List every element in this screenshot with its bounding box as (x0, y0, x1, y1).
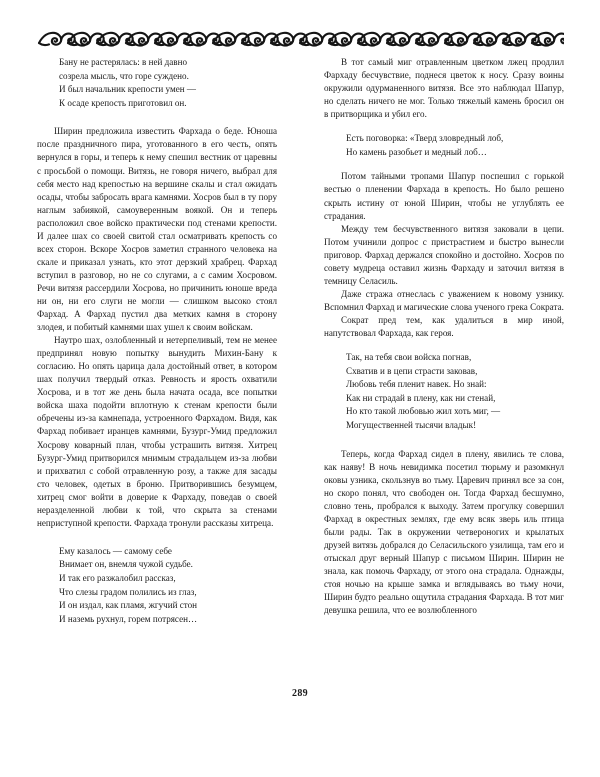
verse-line: Но кто такой любовью жил хоть миг, — (346, 406, 501, 417)
verse-emu-kazalos (37, 545, 277, 627)
paragraph-nautro-shah: Наутро шах, озлобленный и нетерпеливый, тем не менее предпринял новую попытку вынудить Михин-Бану к согласию. Но опять царица дала достойный ответ, в котором шах получил твердый отказ. Ревность и ярость охватили Хосрова, и в тот же день была начата осада, все попытки войска шаха подойти вплотную к стенам крепости были обречены из-за камнепада, устроенного Фархадом. Видя, как Фархад побивает иранцев камнями, Бузург-Умид предложил Хосрову коварный план, чтобы устрашить витязя. Хитрец Бузург-Умид притворился мнимым страдальцем из-за любви и прихватил с собой отравленную розу, а также для засады сто человек, одетых в броню. Притворившись безумцем, хитрец смог войти в доверие к Фархаду, поведав о своей неразделенной любви к той, что скрыта за стенами неприступной крепости. Фархада тронули рассказы хитреца. (37, 335, 277, 528)
verse-line: И он издал, как пламя, жгучий стон (59, 600, 198, 611)
spacer (324, 433, 564, 448)
verse-tak-na-tebya (324, 351, 564, 433)
verse-line: Так, на тебя свои войска погнав, (346, 352, 472, 363)
spacer (324, 159, 564, 170)
verse-line: Но камень разобьет и медный лоб… (346, 146, 487, 157)
verse-line: Любовь тебя пленит навек. Но знай: (346, 379, 487, 390)
paragraph-shirin-izvestit: Ширин предложила известить Фархада о беде. Юноша после праздничного пира, уготованного в его честь, опять вернулся в горы, и теперь к нему спешил вестник от царевны с просьбой о помощи. Витязь, не говоря ничего, выбрал для себя место над крепостью на вершине скалы и стал ожидать осады, чтобы забросать врага камнями. Хосров был в ту пору наглым забиякой, самоуверенным воякой. Он и теперь расположил свое войско практически под стенами крепости. И далее шах со своей свитой стал осматривать крепость со всех сторон. Вскоре Хосров заметил странного человека на скале и приказал узнать, кто этот дерзкий храбрец. Фархад вступил в разговор, но не со слугами, а с самим Хосровом. Речи витязя рассердили Хосрова, но причинить юноше вреда ни он, ни его слуги не могли — слишком высоко стоял Фархад. А Фархад пустил два метких камня в сторону злодея, и побитый камнями шах ушел к своим войскам. (37, 126, 277, 333)
verse-line: Как ни страдай в плену, как ни стенай, (346, 392, 496, 403)
paragraph-teper-kogda-farhad: Теперь, когда Фархад сидел в плену, явились те слова, как наяву! В ночь невидимка посетил тюрьму и разомкнул оковы узника, скользнув во тьму. Царевич принял все за сон, но скоро понял, что свободен он. Тогда Фархад бесшумно, словно тень, пробрался к выходу. Затем прогулку совершил Фархад в окрестных землях, где ему всяк зверь иль птица были рады. Так в окружении четвероногих и крылатых друзей витязь добрался до Селасильского узилища, там его и отыскал друг верный Шапур с письмом Ширин. Ширин не знала, как помочь Фархаду, от этого она страдала. Однажды, стоя ночью на крыше замка и вглядываясь во тьму ночи, Ширин будто реально ощутила страдания Фархада. В тот миг девушка решила, что ее возлюбленного (324, 448, 564, 616)
right-column (324, 56, 564, 681)
paragraph-dazhe-strazha: Даже стража отнеслась с уважением к новому узнику. Вспомнил Фархад и магические слова ученого грека Сократа. (324, 288, 564, 312)
verse-line: Ему казалось — самому себе (59, 545, 172, 556)
spacer (37, 530, 277, 545)
page-number: 289 (292, 688, 308, 699)
verse-banu (37, 56, 277, 110)
verse-line: Внимает он, внемля чужой судьбе. (59, 559, 193, 570)
verse-est-pogovorka (324, 132, 564, 159)
wave-scroll-ornament (37, 27, 564, 49)
verse-line: И наземь рухнул, горем потрясен… (59, 613, 198, 624)
spacer (324, 340, 564, 351)
verse-line: Бану не растерялась: в ней давно (59, 57, 188, 67)
verse-line: Схватив и в цепи страсти заковав, (346, 365, 478, 376)
verse-line: Могущественней тысячи владык! (346, 420, 477, 430)
ornament-repeat-group (39, 33, 564, 46)
verse-line: Что слезы градом полились из глаз, (59, 586, 197, 597)
left-column (37, 56, 277, 681)
paragraph-sokrat-pred-tem: Сократ пред тем, как удалиться в мир иной, напутствовал Фархада, как героя. (324, 314, 564, 338)
verse-line: И так его разжалобил рассказ, (59, 573, 176, 584)
paragraph-v-tot-samyj-mig: В тот самый миг отравленным цветком лжец продлил Фархаду бесчувствие, поднеся цветок к носу. Сразу воины окружили одурманенного витязя. Все это наблюдал Шапур, но сделать ничего не мог. Только тяжелый камень бросил он в притворщика и убил его. (324, 57, 564, 120)
spacer (324, 121, 564, 132)
text-columns (37, 56, 564, 681)
verse-line: созрела мысль, что горе суждено. (59, 70, 189, 81)
spacer (37, 110, 277, 125)
verse-line: Есть поговорка: «Тверд зловредный лоб, (346, 133, 504, 144)
verse-line: К осаде крепость приготовил он. (59, 97, 187, 108)
paragraph-potom-tajnymi-tropami: Потом тайными тропами Шапур поспешил с горькой вестью о пленении Фархада в крепость. Но было решено скрыть истину от юной Ширин, чтобы не углублять ее страдания. (324, 171, 564, 221)
verse-line: И был начальник крепости умен — (59, 84, 196, 95)
paragraph-mezhdu-tem: Между тем бесчувственного витязя заковали в цепи. Потом учинили допрос с пристрастием и быстро вынесли приговор. Фархад держался спокойно и достойно. Хосров по совету мудреца оставил жизнь Фархаду и заточил витязя в темницу Селасиль. (324, 223, 564, 286)
